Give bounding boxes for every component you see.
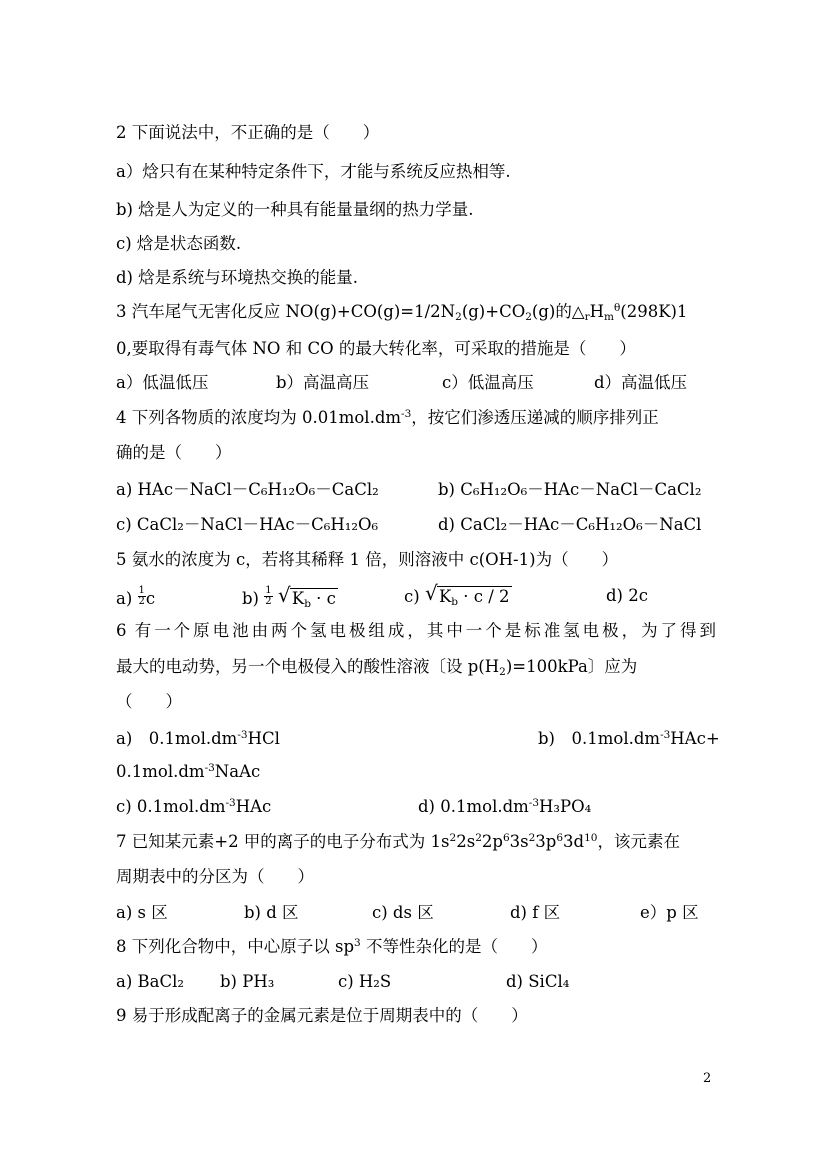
- q2-stem: 2 下面说法中，不正确的是（ ）: [116, 123, 380, 142]
- q6-stem: 6 有一个原电池由两个氢电极组成，其中一个是标准氢电极，为了得到: [116, 621, 716, 640]
- one-half-fraction: $\frac{1}{2}$: [265, 585, 272, 607]
- q7-option-b: b) d 区: [244, 903, 299, 922]
- q3-option-a: a）低温低压: [116, 373, 209, 392]
- q6-option-b-continued: $0.1mol.dm^{-3}NaAc$: [116, 762, 261, 781]
- q4-options-row2: [116, 515, 716, 537]
- q3-options: [116, 373, 716, 395]
- q6-options-row2: [116, 797, 716, 819]
- q2-option-a: a）焓只有在某种特定条件下，才能与系统反应热相等.: [116, 162, 511, 181]
- q6-options-row1: [116, 729, 720, 751]
- q4-stem: 4 下列各物质的浓度均为 $0.01mol.dm^{-3}$，按它们渗透压递减的顺序排列正: [116, 408, 659, 427]
- q6-stem-continued: 最大的电动势，另一个电极侵入的酸性溶液〔设 $p(H_2)=100kPa$〕应为: [116, 657, 638, 678]
- q7-stem-continued: 周期表中的分区为（ ）: [116, 867, 314, 886]
- q4-option-c: c) CaCl₂－NaCl－HAc－C₆H₁₂O₆: [116, 515, 379, 534]
- q6-option-d: d) $0.1mol.dm^{-3}H_3PO_4$: [418, 797, 592, 816]
- q8-option-d: d) SiCl₄: [506, 972, 570, 991]
- q7-option-c: c) ds 区: [372, 903, 434, 922]
- q6-option-a: a) $0.1mol.dm^{-3}HCl$: [116, 729, 280, 748]
- q3-option-c: c）低温高压: [442, 373, 534, 392]
- q3-option-d: d）高温低压: [594, 373, 688, 392]
- q4-option-d: d) CaCl₂－HAc－C₆H₁₂O₆－NaCl: [438, 515, 702, 534]
- q6-option-c: c) $0.1mol.dm^{-3}HAc$: [116, 797, 272, 816]
- q8-option-c: c) H₂S: [338, 972, 392, 991]
- q3-stem: 3 汽车尾气无害化反应 $NO(g)+CO(g)=1/2N_2(g)+CO_2(g)$的$\triangle_rH_m^\theta(298K)1$: [116, 302, 688, 323]
- q2-option-c: c) 焓是状态函数.: [116, 234, 242, 253]
- q6-option-b: b) $0.1mol.dm^{-3}HAc+$: [538, 729, 720, 748]
- q6-stem-blank: （ ）: [116, 692, 182, 711]
- q2-option-d: d) 焓是系统与环境热交换的能量.: [116, 268, 358, 287]
- q9-stem: 9 易于形成配离子的金属元素是位于周期表中的（ ）: [116, 1006, 528, 1025]
- q8-stem: 8 下列化合物中，中心原子以 $sp^3$ 不等性杂化的是（ ）: [116, 937, 548, 956]
- q7-option-e: e）p 区: [640, 903, 699, 922]
- q5-option-a: a) $\frac{1}{2}$ c: [116, 585, 156, 608]
- q4-option-a: a) HAc－NaCl－C₆H₁₂O₆－CaCl₂: [116, 480, 379, 499]
- q3-stem-continued: 0,要取得有毒气体 NO 和 CO 的最大转化率，可采取的措施是（ ）: [116, 339, 636, 358]
- q5-option-d: d) 2c: [606, 586, 648, 605]
- page-number: 2: [703, 1071, 712, 1086]
- q4-options-row1: [116, 480, 716, 502]
- square-root: √ $K_b \cdot c$: [277, 583, 336, 610]
- q5-option-b: b) $\frac{1}{2}$ √ $K_b \cdot c$: [242, 583, 336, 610]
- q7-option-d: d) f 区: [510, 903, 561, 922]
- q5-options: [116, 581, 716, 610]
- q5-option-c: c) √ $K_b \cdot c / 2$: [404, 581, 510, 608]
- one-half-fraction: $\frac{1}{2}$: [138, 585, 145, 607]
- q5-stem: 5 氨水的浓度为 c，若将其稀释 1 倍，则溶液中 c(OH-1)为（ ）: [116, 550, 619, 569]
- q8-option-b: b) PH₃: [220, 972, 275, 991]
- q4-stem-continued: 确的是（ ）: [116, 443, 232, 462]
- q3-option-b: b）高温高压: [276, 373, 370, 392]
- q7-options: [116, 903, 716, 925]
- q4-option-b: b) C₆H₁₂O₆－HAc－NaCl－CaCl₂: [438, 480, 702, 499]
- square-root: √ $K_b \cdot c / 2$: [424, 581, 510, 608]
- q7-stem: 7 已知某元素+2 甲的离子的电子分布式为 $1s^22s^22p^63s^23p^63d^{10}$，该元素在: [116, 832, 680, 851]
- q2-option-b: b) 焓是人为定义的一种具有能量量纲的热力学量.: [116, 200, 474, 219]
- q7-option-a: a) s 区: [116, 903, 168, 922]
- q8-options: [116, 972, 716, 994]
- q8-option-a: a) BaCl₂: [116, 972, 184, 991]
